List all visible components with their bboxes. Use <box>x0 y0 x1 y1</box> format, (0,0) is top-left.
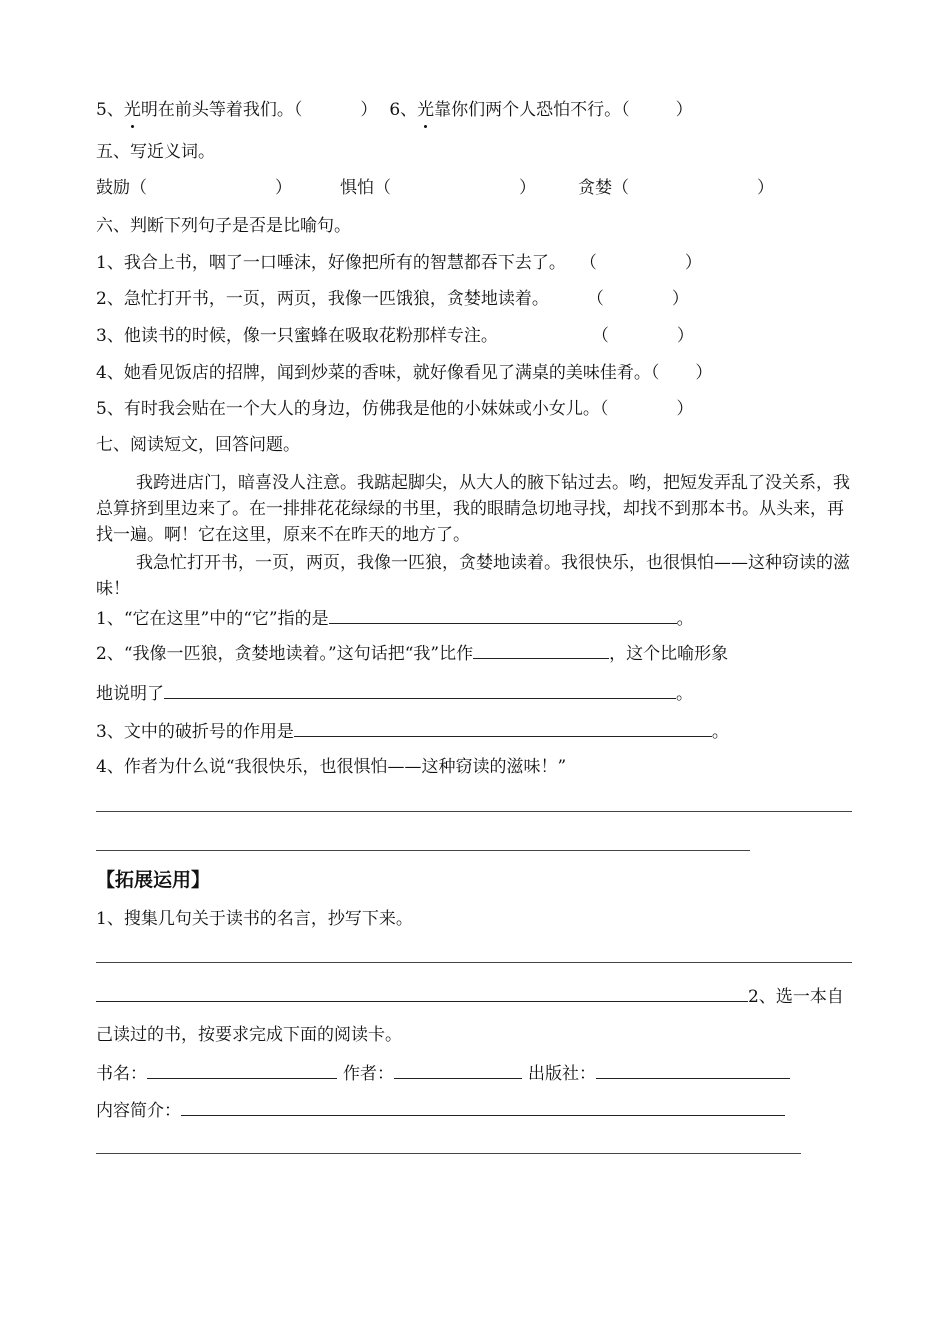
quote-answer-line-2[interactable] <box>96 983 748 1002</box>
item-1-close: ） <box>684 253 702 273</box>
q6-number: 6、 <box>389 100 418 120</box>
q4-answer-line-2[interactable] <box>96 850 750 851</box>
section7-q1 <box>96 605 694 631</box>
section7-title: 七、阅读短文，回答问题。 <box>96 435 300 455</box>
extension-q1: 1、搜集几句关于读书的名言，抄写下来。 <box>96 909 413 929</box>
section5-title: 五、写近义词。 <box>96 142 215 162</box>
book-field[interactable] <box>147 1060 337 1079</box>
word-jupa: 惧怕（ <box>340 178 391 198</box>
close-paren-1: ） <box>275 178 292 198</box>
q6-text: 靠你们两个人恐怕不行。（ <box>434 100 630 120</box>
item-2-close: ） <box>671 289 689 309</box>
extension-line-with-q2 <box>96 983 844 1009</box>
passage-paragraph-2: 我急忙打开书，一页，两页，我像一匹狼，贪婪地读着。我很快乐，也很惧怕——这种窃读的滋味！ <box>96 553 850 599</box>
q3-text: 3、文中的破折号的作用是 <box>96 722 294 742</box>
quote-answer-line-1[interactable] <box>96 962 852 963</box>
section7-q4: 4、作者为什么说“我很快乐，也很惧怕——这种窃读的滋味！” <box>96 757 567 777</box>
author-label: 作者： <box>343 1064 394 1084</box>
close-paren-2: ） <box>519 178 536 198</box>
author-field[interactable] <box>394 1060 522 1079</box>
close-paren-3: ） <box>757 178 774 198</box>
q2-answer-line-2[interactable] <box>164 680 676 699</box>
q1-text: 1、“它在这里”中的“它”指的是 <box>96 609 329 629</box>
item-3-open: （ <box>591 326 609 346</box>
item-5-close: ） <box>676 399 694 419</box>
section6-item-3 <box>96 324 694 348</box>
q5-text: 明在前头等着我们。（ <box>140 100 303 120</box>
item-3-close: ） <box>676 326 694 346</box>
reading-card-row <box>96 1060 790 1086</box>
q2-period: 。 <box>676 684 693 704</box>
item-4-open: （ <box>650 363 660 383</box>
q2-text: 2、“我像一匹狼，贪婪地读着。”这句话把“我”比作 <box>96 644 474 664</box>
book-label: 书名： <box>96 1064 147 1084</box>
summary-row <box>96 1097 785 1123</box>
item-1-open: （ <box>579 253 597 273</box>
q2-answer-line-1[interactable] <box>473 640 609 659</box>
item-3-text: 3、他读书的时候，像一只蜜蜂在吸取花粉那样专注。 <box>96 326 498 346</box>
q2-line2-text: 地说明了 <box>96 684 164 704</box>
q3-answer-line[interactable] <box>294 718 712 737</box>
item-2-open: （ <box>586 289 604 309</box>
word-tanlan: 贪婪（ <box>578 178 629 198</box>
section7-q3 <box>96 718 729 744</box>
publisher-field[interactable] <box>596 1060 790 1079</box>
passage-paragraph-1: 我跨进店门，暗喜没人注意。我踮起脚尖，从大人的腋下钻过去。哟，把短发弄乱了没关系，我总算挤到里边来了。在一排排花花绿绿的书里，我的眼睛急切地寻找，却找不到那本书。从头来，再找一遍。啊！它在这里，原来不在昨天的地方了。 <box>96 473 850 545</box>
section4-q5-q6-line <box>96 98 693 122</box>
q6-dotted-char: 光 <box>417 100 435 120</box>
item-1-text: 1、我合上书，咽了一口唾沫，好像把所有的智慧都吞下去了。 <box>96 253 566 273</box>
section5-words <box>96 176 774 200</box>
section6-item-5 <box>96 397 693 421</box>
summary-label: 内容简介： <box>96 1101 181 1121</box>
section6-item-4 <box>96 361 712 385</box>
item-4-text: 4、她看见饭店的招牌，闻到炒菜的香味，就好像看见了满桌的美味佳肴。 <box>96 363 651 383</box>
section7-q2 <box>96 640 728 666</box>
q5-number: 5、 <box>96 100 124 120</box>
q2-text-mid: ，这个比喻形象 <box>609 644 729 664</box>
section7-q2-line2 <box>96 680 693 706</box>
extension-q2-cont: 己读过的书，按要求完成下面的阅读卡。 <box>96 1025 402 1045</box>
section6-item-2 <box>96 287 689 311</box>
q5-close-paren: ） <box>360 100 378 120</box>
item-5-text: 5、有时我会贴在一个大人的身边，仿佛我是他的小妹妹或小女儿。 <box>96 399 600 419</box>
summary-field-line-2[interactable] <box>96 1153 801 1154</box>
q4-answer-line-1[interactable] <box>96 811 852 812</box>
q2-start-text: 2、选一本自 <box>748 987 844 1007</box>
item-5-open: （ <box>599 399 609 419</box>
section6-item-1 <box>96 251 702 275</box>
q5-dotted-char: 光 <box>123 100 141 120</box>
item-4-close: ） <box>695 363 713 383</box>
section6-title: 六、判断下列句子是否是比喻句。 <box>96 216 351 236</box>
q1-answer-line[interactable] <box>329 605 677 624</box>
publisher-label: 出版社： <box>528 1064 596 1084</box>
summary-field-line-1[interactable] <box>181 1097 785 1116</box>
q1-period: 。 <box>676 609 694 629</box>
extension-heading: 【拓展运用】 <box>96 869 211 891</box>
item-2-text: 2、急忙打开书，一页，两页，我像一匹饿狼，贪婪地读着。 <box>96 289 549 309</box>
word-guli: 鼓励（ <box>96 178 147 198</box>
q3-period: 。 <box>711 722 729 742</box>
q6-close-paren: ） <box>675 100 693 120</box>
